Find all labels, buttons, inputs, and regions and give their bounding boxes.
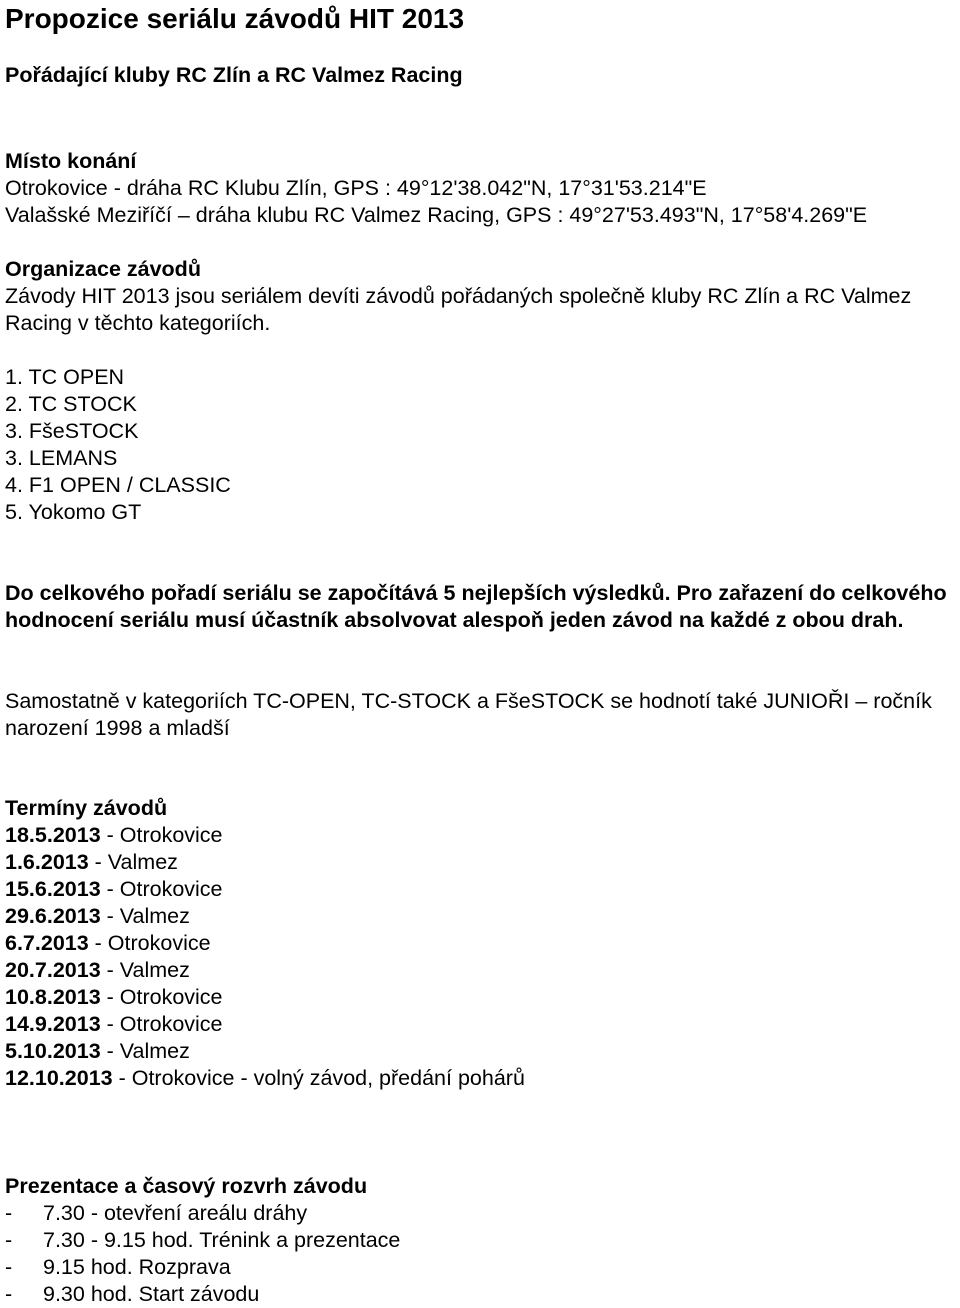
race-place: - Otrokovice	[100, 1012, 223, 1036]
race-date: 15.6.2013	[5, 877, 101, 901]
race-row	[5, 957, 525, 984]
organization-heading: Organizace závodů	[5, 257, 201, 281]
race-row	[5, 984, 525, 1011]
timetable-text: 7.30 - otevření areálu dráhy	[43, 1201, 308, 1225]
race-place: - Otrokovice	[88, 931, 211, 955]
race-date: 18.5.2013	[5, 823, 101, 847]
race-date: 20.7.2013	[5, 958, 101, 982]
race-place: - Valmez	[100, 1039, 190, 1063]
race-row	[5, 822, 525, 849]
venue-line-valmez: Valašské Meziříčí – dráha klubu RC Valmez Racing, GPS : 49°27'53.493"N, 17°58'4.269"E	[5, 203, 868, 227]
race-place: - Valmez	[88, 850, 178, 874]
race-date: 14.9.2013	[5, 1012, 101, 1036]
category-item: 1. TC OPEN	[5, 365, 125, 389]
race-date: 6.7.2013	[5, 931, 89, 955]
category-list	[5, 364, 231, 526]
bullet-dash: -	[5, 1201, 13, 1225]
organization-text: Závody HIT 2013 jsou seriálem devíti závodů pořádaných společně kluby RC Zlín a RC Valmez Racing v těchto kategoriích.	[5, 284, 912, 335]
bullet-dash: -	[5, 1255, 13, 1279]
race-date: 5.10.2013	[5, 1039, 101, 1063]
timetable-item	[5, 1281, 400, 1308]
timetable-item	[5, 1254, 400, 1281]
race-place: - Valmez	[100, 904, 190, 928]
race-row	[5, 903, 525, 930]
page-title: Propozice seriálu závodů HIT 2013	[5, 3, 465, 34]
race-date: 10.8.2013	[5, 985, 101, 1009]
timetable-heading: Prezentace a časový rozvrh závodu	[5, 1174, 368, 1198]
race-place: - Otrokovice	[100, 823, 223, 847]
timetable-item	[5, 1227, 400, 1254]
timetable-section	[5, 1173, 400, 1308]
schedule-section	[5, 795, 525, 1092]
organizers-heading: Pořádající kluby RC Zlín a RC Valmez Racing	[5, 63, 463, 87]
bullet-dash: -	[5, 1282, 13, 1306]
category-item: 2. TC STOCK	[5, 392, 137, 416]
race-place: - Otrokovice	[100, 985, 223, 1009]
race-date: 29.6.2013	[5, 904, 101, 928]
scoring-rules: Do celkového pořadí seriálu se započítává 5 nejlepších výsledků. Pro zařazení do celkového hodnocení seriálu musí účastník absolvovat alespoň jeden závod na každé z obou drah.	[5, 581, 947, 632]
category-item: 5. Yokomo GT	[5, 500, 142, 524]
venue-section	[5, 148, 867, 229]
junior-rules: Samostatně v kategoriích TC-OPEN, TC-STOCK a FšeSTOCK se hodnotí také JUNIOŘI – ročník narození 1998 a mladší	[5, 689, 932, 740]
category-item: 3. LEMANS	[5, 446, 118, 470]
race-row	[5, 1065, 525, 1092]
race-place: - Valmez	[100, 958, 190, 982]
race-date: 1.6.2013	[5, 850, 89, 874]
race-row	[5, 876, 525, 903]
race-row	[5, 930, 525, 957]
venue-heading: Místo konání	[5, 149, 137, 173]
race-row	[5, 1038, 525, 1065]
race-place: - Otrokovice	[100, 877, 223, 901]
race-place: - Otrokovice - volný závod, předání pohárů	[112, 1066, 525, 1090]
category-item: 4. F1 OPEN / CLASSIC	[5, 473, 231, 497]
race-row	[5, 849, 525, 876]
race-date: 12.10.2013	[5, 1066, 113, 1090]
timetable-text: 7.30 - 9.15 hod. Trénink a prezentace	[43, 1228, 401, 1252]
category-item: 3. FšeSTOCK	[5, 419, 139, 443]
bullet-dash: -	[5, 1228, 13, 1252]
venue-line-otrokovice: Otrokovice - dráha RC Klubu Zlín, GPS : 49°12'38.042"N, 17°31'53.214"E	[5, 176, 707, 200]
timetable-text: 9.30 hod. Start závodu	[43, 1282, 260, 1306]
race-row	[5, 1011, 525, 1038]
schedule-heading: Termíny závodů	[5, 796, 168, 820]
organization-section	[5, 256, 957, 337]
timetable-item	[5, 1200, 400, 1227]
timetable-text: 9.15 hod. Rozprava	[43, 1255, 231, 1279]
